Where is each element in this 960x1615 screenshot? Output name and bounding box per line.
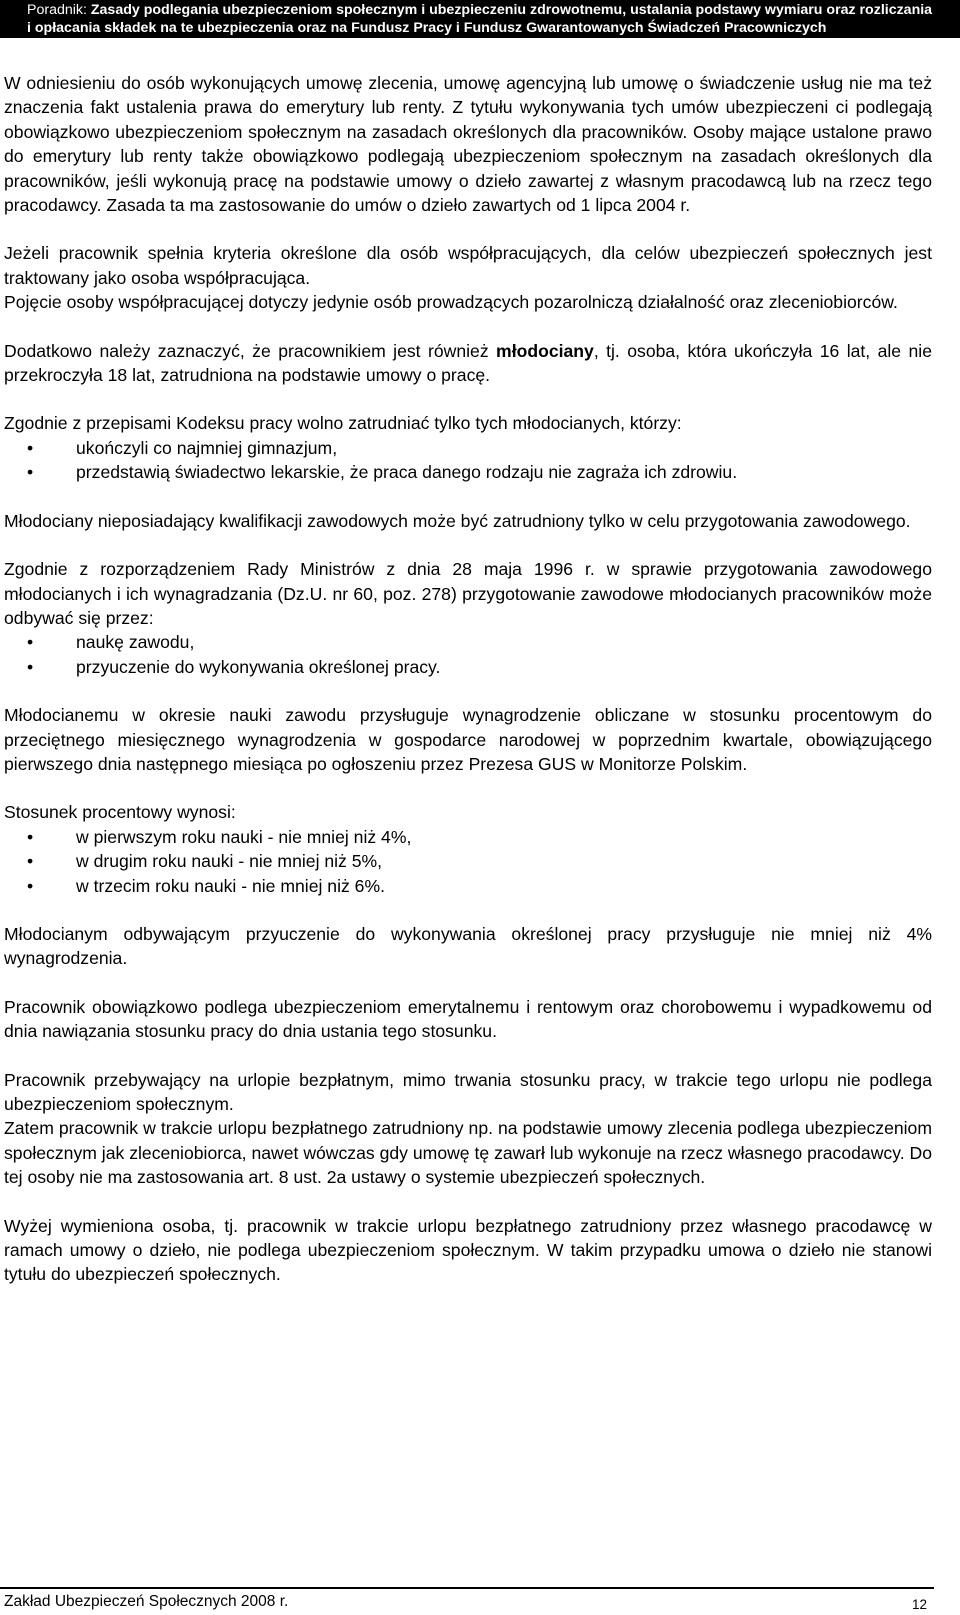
bullet-icon: • — [27, 462, 34, 483]
paragraph-labor-code: Zgodnie z przepisami Kodeksu pracy wolno zatrudniać tylko tych młodocianych, którzy: — [4, 413, 682, 434]
page-header — [0, 0, 960, 38]
bullet-icon: • — [27, 826, 34, 847]
percentages-list — [4, 825, 932, 898]
paragraph-regulation: Zgodnie z rozporządzeniem Rady Ministrów z dnia 28 maja 1996 r. w sprawie przygotowania zawodowego młodocianych i ich wynagradzania (Dz.U. nr 60, poz. 278) przygotowanie zawodowe młodocianych pracowników może odbywać się przez: — [4, 559, 932, 628]
bullet-icon: • — [27, 851, 34, 872]
training-forms-list — [4, 630, 932, 679]
paragraph-training-pay: Młodocianym odbywającym przyuczenie do wykonywania określonej pracy przysługuje nie mniej niż 4% wynagrodzenia. — [4, 923, 932, 969]
conditions-list — [4, 436, 932, 485]
list-item: • w trzecim roku nauki - nie mniej niż 6%. — [4, 874, 932, 898]
document-body — [4, 71, 932, 1287]
header-label: Poradnik: — [27, 2, 87, 18]
page-number: 12 — [912, 1597, 928, 1612]
paragraph-juvenile: Dodatkowo należy zaznaczyć, że pracownikiem jest również młodociany, tj. osoba, która ukończyła 16 lat, ale nie przekroczyła 18 lat, zatrudniona na podstawie umowy o pracę. — [4, 340, 932, 386]
header-title-text: Zasady podlegania ubezpieczeniom społecznym i ubezpieczeniu zdrowotnemu, ustalania podstawy wymiaru oraz rozliczania i opłacania składek na te ubezpieczenia oraz na Fundusz Pracy i Fundusz Gwarantowanych Świadczeń Pracowniczych — [27, 2, 933, 36]
paragraph-remuneration: Młodocianemu w okresie nauki zawodu przysługuje wynagrodzenie obliczane w stosunku procentowym do przeciętnego miesięcznego wynagrodzenia w gospodarce narodowej w poprzednim kwartale, obowiązującego pierwszego dnia następnego miesiąca po ogłoszeniu przez Prezesa GUS w Monitorze Polskim. — [4, 705, 932, 774]
bullet-icon: • — [27, 437, 34, 458]
footer-publisher: Zakład Ubezpieczeń Społecznych 2008 r. — [4, 1593, 289, 1610]
paragraph-no-qualifications: Młodociany nieposiadający kwalifikacji zawodowych może być zatrudniony tylko w celu przygotowania zawodowego. — [4, 510, 911, 531]
paragraph-cooperating-definition: Pojęcie osoby współpracującej dotyczy jedynie osób prowadzących pozarolniczą działalność oraz zleceniobiorców. — [4, 292, 898, 313]
paragraph-mandatory-insurance: Pracownik obowiązkowo podlega ubezpieczeniom emerytalnemu i rentowym oraz chorobowemu i wypadkowemu od dnia nawiązania stosunku pracy do dnia ustania tego stosunku. — [4, 996, 932, 1042]
paragraph-unpaid-leave-contract: Zatem pracownik w trakcie urlopu bezpłatnego zatrudniony np. na podstawie umowy zlecenia podlega ubezpieczeniom społecznym jak zleceniobiorca, nawet wówczas gdy umowę tę zawarł lub wykonuje na rzecz własnego pracodawcy. Do tej osoby nie ma zastosowania art. 8 ust. 2a ustawy o systemie ubezpieczeń społecznych. — [4, 1118, 932, 1188]
list-item: • naukę zawodu, — [4, 630, 932, 654]
paragraph-percentage-intro: Stosunek procentowy wynosi: — [4, 802, 236, 823]
footer-divider — [0, 1587, 934, 1589]
paragraph-cooperating-persons: Jeżeli pracownik spełnia kryteria określone dla osób współpracujących, dla celów ubezpieczeń społecznych jest traktowany jako osoba współpracująca. — [4, 243, 932, 288]
list-item: • przedstawią świadectwo lekarskie, że praca danego rodzaju nie zagraża ich zdrowiu. — [4, 460, 932, 484]
paragraph-unpaid-leave: Pracownik przebywający na urlopie bezpłatnym, mimo trwania stosunku pracy, w trakcie tego urlopu nie podlega ubezpieczeniom społecznym. — [4, 1069, 932, 1114]
bullet-icon: • — [27, 632, 34, 653]
bullet-icon: • — [27, 656, 34, 677]
bullet-icon: • — [27, 875, 34, 896]
paragraph-work-contract: Wyżej wymieniona osoba, tj. pracownik w trakcie urlopu bezpłatnego zatrudniony przez własnego pracodawcę w ramach umowy o dzieło, nie podlega ubezpieczeniom społecznym. W takim przypadku umowa o dzieło nie stanowi tytułu do ubezpieczeń społecznych. — [4, 1215, 932, 1285]
list-item: • w drugim roku nauki - nie mniej niż 5%, — [4, 849, 932, 873]
list-item: • przyuczenie do wykonywania określonej pracy. — [4, 655, 932, 679]
paragraph-contract-types: W odniesieniu do osób wykonujących umowę zlecenia, umowę agencyjną lub umowę o świadczenie usług nie ma też znaczenia fakt ustalenia prawa do emerytury lub renty. Z tytułu wykonywania tych umów ubezpieczeni ci podlegają obowiązkowo ubezpieczeniom społecznym na zasadach określonych dla pracowników. Osoby mające ustalone prawo do emerytury lub renty także obowiązkowo podlegają ubezpieczeniom społecznym na zasadach określonych dla pracowników, jeśli wykonują pracę na podstawie umowy o dzieło zawartej z własnym pracodawcą lub na rzecz tego pracodawcy. Zasada ta ma zastosowanie do umów o dzieło zawartych od 1 lipca 2004 r. — [4, 73, 932, 216]
header-title — [27, 2, 937, 37]
term-mlodociany: młodociany — [496, 340, 594, 361]
list-item: • ukończyli co najmniej gimnazjum, — [4, 436, 932, 460]
list-item: • w pierwszym roku nauki - nie mniej niż 4%, — [4, 825, 932, 849]
